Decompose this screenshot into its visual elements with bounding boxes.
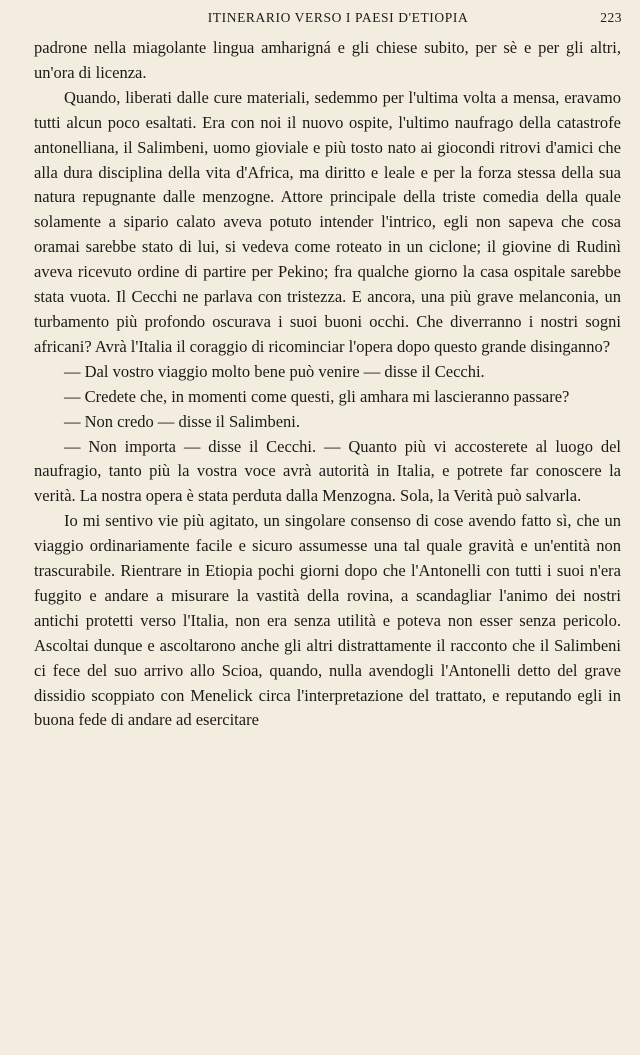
page-header [34,10,622,30]
dialogue-line: — Credete che, in momenti come questi, gli amhara mi lascieranno passare? [64,386,570,406]
dialogue-line: — Dal vostro viaggio molto bene può venire — disse il Cecchi. [64,361,485,381]
paragraph: Quando, liberati dalle cure materiali, sedemmo per l'ultima volta a mensa, eravamo tutti alcun poco esaltati. Era con noi il nuovo ospite, l'ultimo naufrago della catastrofe antonelliana, il Salimbeni, uomo gioviale e più tosto nato ai giocondi ritrovi d'amici che alla dura disciplina della vita d'Africa, ma diritto e leale e per la forza stessa della sua natura repugnante dalle menzogne. Attore principale della triste comedia della quale solamente a sipario calato aveva potuto intender l'intrico, egli non sapeva che cosa oramai sarebbe stato di lui, si vedeva come roteato in un ciclone; il giovine di Rudinì aveva ricevuto ordine di partire per Pekino; fra qualche giorno la casa ospitale sarebbe stata vuota. Il Cecchi ne parlava con tristezza. E ancora, una più grave melanconia, un turbamento più profondo oscurava i suoi buoni occhi. Che diverranno i nostri sogni africani? Avrà l'Italia il coraggio di ricominciar l'opera dopo questo grande disinganno? [34,87,621,356]
dialogue-line: — Non credo — disse il Salimbeni. [64,411,301,431]
paragraph: padrone nella miagolante lingua amharigná e gli chiese subito, per sè e per gli altri, un'ora di licenza. [34,38,621,82]
paragraph: Io mi sentivo vie più agitato, un singolare consenso di cose avendo fatto sì, che un viaggio ordinariamente facile e sicuro assumesse una tal quale gravità e un'entità non trascurabile. Rientrare in Etiopia pochi giorni dopo che l'Antonelli con tutti i suoi n'era fuggito e andare a misurare la vastità della rovina, a scandagliar l'animo dei nostri antichi protetti verso l'Italia, non era senza utilità e poteva non esser senza pericolo. Ascoltai dunque e ascoltarono anche gli altri distrattamente il racconto che il Salimbeni ci fece del suo arrivo allo Scioa, quando, nulla avendogli l'Antonelli detto del grave dissidio scoppiato con Menelick circa l'interpretazione del trattato, e reputando egli in buona fede di andare ad esercitare [34,511,621,730]
body-text [34,36,621,733]
dialogue-line: — Non importa — disse il Cecchi. — Quanto più vi accosterete al luogo del naufragio, tanto più la vostra voce avrà autorità in Italia, e potrete far conoscere la verità. La nostra opera è stata perduta dalla Menzogna. Sola, la Verità può salvarla. [34,436,621,506]
page-number: 223 [600,10,622,25]
running-head: ITINERARIO VERSO I PAESI D'ETIOPIA [207,10,469,25]
